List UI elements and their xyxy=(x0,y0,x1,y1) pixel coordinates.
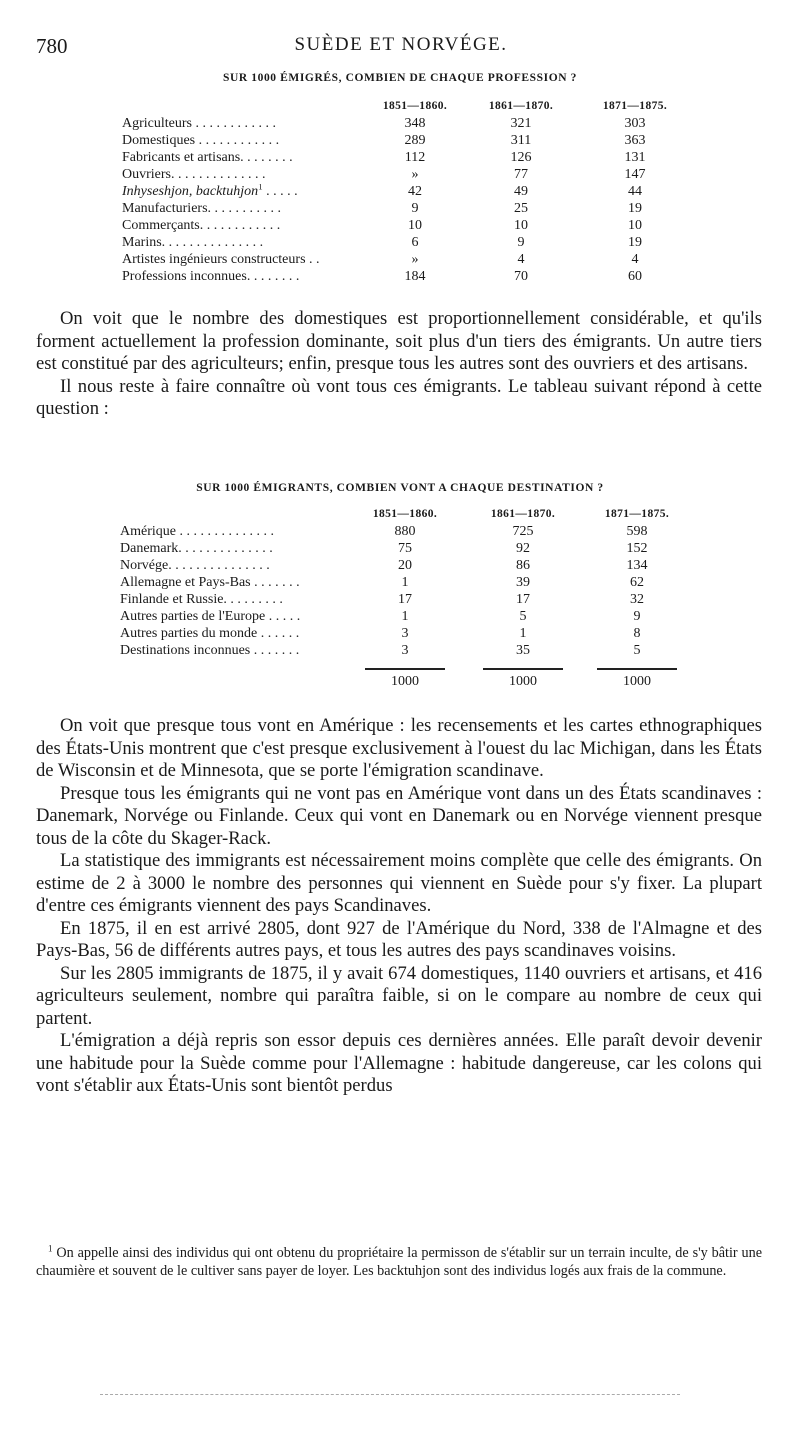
table-cell: 75 xyxy=(398,541,412,556)
table2-title: SUR 1000 ÉMIGRANTS, COMBIEN VONT A CHAQUE DESTINATION ? xyxy=(196,482,604,494)
table-cell: 112 xyxy=(404,150,426,165)
table-cell: 60 xyxy=(628,269,642,284)
row-label: Autres parties de l'Europe . . . . . xyxy=(120,609,301,624)
table-cell: 62 xyxy=(630,575,644,590)
text-block-2 xyxy=(36,715,762,1098)
table-cell: 19 xyxy=(628,201,642,216)
row-label: Norvége. . . . . . . . . . . . . . . xyxy=(120,558,270,573)
row-label: Domestiques . . . . . . . . . . . . xyxy=(122,133,280,148)
table-cell: 6 xyxy=(411,235,419,250)
column-header: 1871—1875. xyxy=(604,508,670,520)
table-cell: 880 xyxy=(394,524,416,539)
table-cell: 1 xyxy=(401,609,409,624)
footnote-text: On appelle ainsi des individus qui ont obtenu du propriétaire la permisson de s'établir sur un terrain inculte, de s'y bâtir une chaumière et souvent de le cultiver sans payer de loyer. Les backtuhjon sont des individus logés aux frais de la commune. xyxy=(36,1245,762,1279)
row-label: Autres parties du monde . . . . . . xyxy=(120,626,300,641)
column-header: 1851—1860. xyxy=(382,100,448,112)
row-label: Finlande et Russie. . . . . . . . . xyxy=(120,592,283,607)
footnote xyxy=(36,1244,762,1280)
column-header: 1871—1875. xyxy=(602,100,668,112)
table-cell: 5 xyxy=(633,643,641,658)
row-label: Professions inconnues. . . . . . . . xyxy=(122,269,300,284)
table-cell: 5 xyxy=(519,609,527,624)
table-cell: 92 xyxy=(516,541,530,556)
paragraph: Presque tous les émigrants qui ne vont pas en Amérique vont dans un des États scandinaves : Danemark, Norvége ou Finlande. Ceux qui vont en Danemark ou en Norvége viennent presque tous de la côte du Skager-Rack. xyxy=(36,782,762,849)
table-cell: 4 xyxy=(517,252,525,267)
total-rule xyxy=(597,668,677,670)
paragraph: L'émigration a déjà repris son essor depuis ces dernières années. Elle paraît devoir devenir une habitude pour la Suède comme pour l'Allemagne : habitude dangereuse, car les colons qui vont s'établir aux États-Unis sont bientôt perdus xyxy=(36,1030,762,1096)
table-cell: 184 xyxy=(404,269,426,284)
table-cell: 10 xyxy=(408,218,422,233)
table-cell: 42 xyxy=(408,184,422,199)
table-cell: 70 xyxy=(514,269,528,284)
row-label: Agriculteurs . . . . . . . . . . . . xyxy=(122,116,276,131)
table-cell: 10 xyxy=(628,218,642,233)
table-cell: 289 xyxy=(404,133,426,148)
total-cell: 1000 xyxy=(623,674,651,689)
row-label: Destinations inconnues . . . . . . . xyxy=(120,643,300,658)
row-label: Commerçants. . . . . . . . . . . . xyxy=(122,218,281,233)
table-cell: 1 xyxy=(519,626,527,641)
total-rule xyxy=(483,668,563,670)
table-cell: 321 xyxy=(510,116,532,131)
table-cell: 17 xyxy=(516,592,530,607)
total-rule xyxy=(365,668,445,670)
table-cell: 3 xyxy=(401,626,409,641)
table-cell: 126 xyxy=(510,150,532,165)
paragraph: On voit que le nombre des domestiques est proportionnellement considérable, et qu'ils forment actuellement la profession dominante, soit plus d'un tiers des émigrants. Un autre tiers est constitué par des agriculteurs; enfin, presque tous les autres sont des ouvriers et des artisans. xyxy=(36,308,762,374)
table-cell: 152 xyxy=(626,541,648,556)
row-label: Fabricants et artisans. . . . . . . . xyxy=(122,150,293,165)
table-cell: 10 xyxy=(514,218,528,233)
paragraph: Il nous reste à faire connaître où vont tous ces émigrants. Le tableau suivant répond à cette question : xyxy=(36,375,762,419)
table-cell: 35 xyxy=(516,643,530,658)
bottom-divider xyxy=(100,1394,680,1395)
table-cell: 9 xyxy=(633,609,641,624)
paragraph: Sur les 2805 immigrants de 1875, il y avait 674 domestiques, 1140 ouvriers et artisans, et 416 agriculteurs seulement, nombre qui paraîtra faible, si on le compare au nombre de ceux qui partent. xyxy=(36,962,762,1029)
running-title: SUÈDE ET NORVÉGE. xyxy=(294,34,508,55)
paragraph: La statistique des immigrants est nécessairement moins complète que celle des émigrants. On estime de 2 à 3000 le nombre des personnes qui viennent en Suède pour s'y fixer. La plupart d'entre ces émigrants viennent des pays Scandinaves. xyxy=(36,850,762,916)
table-cell: 19 xyxy=(628,235,642,250)
table-cell: » xyxy=(411,167,419,182)
table-cell: 8 xyxy=(633,626,641,641)
footnote-marker: 1 xyxy=(48,1243,53,1254)
page-number: 780 xyxy=(36,34,68,58)
table-cell: 363 xyxy=(624,133,646,148)
row-label: Amérique . . . . . . . . . . . . . . xyxy=(120,524,274,539)
table-cell: 20 xyxy=(398,558,412,573)
total-cell: 1000 xyxy=(391,674,419,689)
page-header xyxy=(36,34,766,62)
text-block-1 xyxy=(36,308,762,421)
paragraph: On voit que presque tous vont en Amérique : les recensements et les cartes ethnographiques des États-Unis montrent que c'est presque exclusivement à l'ouest du lac Michigan, dans les États de Wisconsin et de Minnesota, que se porte l'émigration scandinave. xyxy=(36,715,762,781)
table-cell: 39 xyxy=(516,575,530,590)
table-cell: 131 xyxy=(624,150,646,165)
table-cell: 311 xyxy=(510,133,532,148)
row-label: Allemagne et Pays-Bas . . . . . . . xyxy=(120,575,300,590)
row-label: Danemark. . . . . . . . . . . . . . xyxy=(120,541,273,556)
row-label-leader: . . . . . xyxy=(262,184,298,199)
row-label-italic: Inhyseshjon, backtuhjon xyxy=(122,184,259,199)
table-cell: 303 xyxy=(624,116,646,131)
row-label: Artistes ingénieurs constructeurs . . xyxy=(122,252,320,267)
footnote-ref: 1 xyxy=(258,184,263,192)
table-cell: 17 xyxy=(398,592,412,607)
table-cell: 598 xyxy=(626,524,648,539)
table-cell: 348 xyxy=(404,116,426,131)
table-cell: 134 xyxy=(626,558,648,573)
column-header: 1861—1870. xyxy=(490,508,556,520)
table-cell: 49 xyxy=(514,184,528,199)
table-cell: 9 xyxy=(411,201,419,216)
row-label: Ouvriers. . . . . . . . . . . . . . xyxy=(122,167,266,182)
table-cell: 9 xyxy=(517,235,525,250)
table-cell: 44 xyxy=(628,184,642,199)
column-header: 1861—1870. xyxy=(488,100,554,112)
total-cell: 1000 xyxy=(509,674,537,689)
paragraph: En 1875, il en est arrivé 2805, dont 927 de l'Amérique du Nord, 338 de l'Almagne et des Pays-Bas, 56 de différents autres pays, et tous les autres des pays scandinaves voisins. xyxy=(36,917,762,961)
row-label: Manufacturiers. . . . . . . . . . . xyxy=(122,201,282,216)
table-cell: 1 xyxy=(401,575,409,590)
table1-title: SUR 1000 ÉMIGRÉS, COMBIEN DE CHAQUE PROFESSION ? xyxy=(222,72,578,84)
table-cell: » xyxy=(411,252,419,267)
row-label: Marins. . . . . . . . . . . . . . . xyxy=(122,235,264,250)
table-cell: 86 xyxy=(516,558,530,573)
column-header: 1851—1860. xyxy=(372,508,438,520)
table-cell: 32 xyxy=(630,592,644,607)
table-cell: 25 xyxy=(514,201,528,216)
row-label xyxy=(122,184,384,200)
table-cell: 3 xyxy=(401,643,409,658)
table-cell: 725 xyxy=(512,524,534,539)
table-cell: 77 xyxy=(514,167,528,182)
table-cell: 147 xyxy=(624,167,646,182)
table-cell: 4 xyxy=(631,252,639,267)
